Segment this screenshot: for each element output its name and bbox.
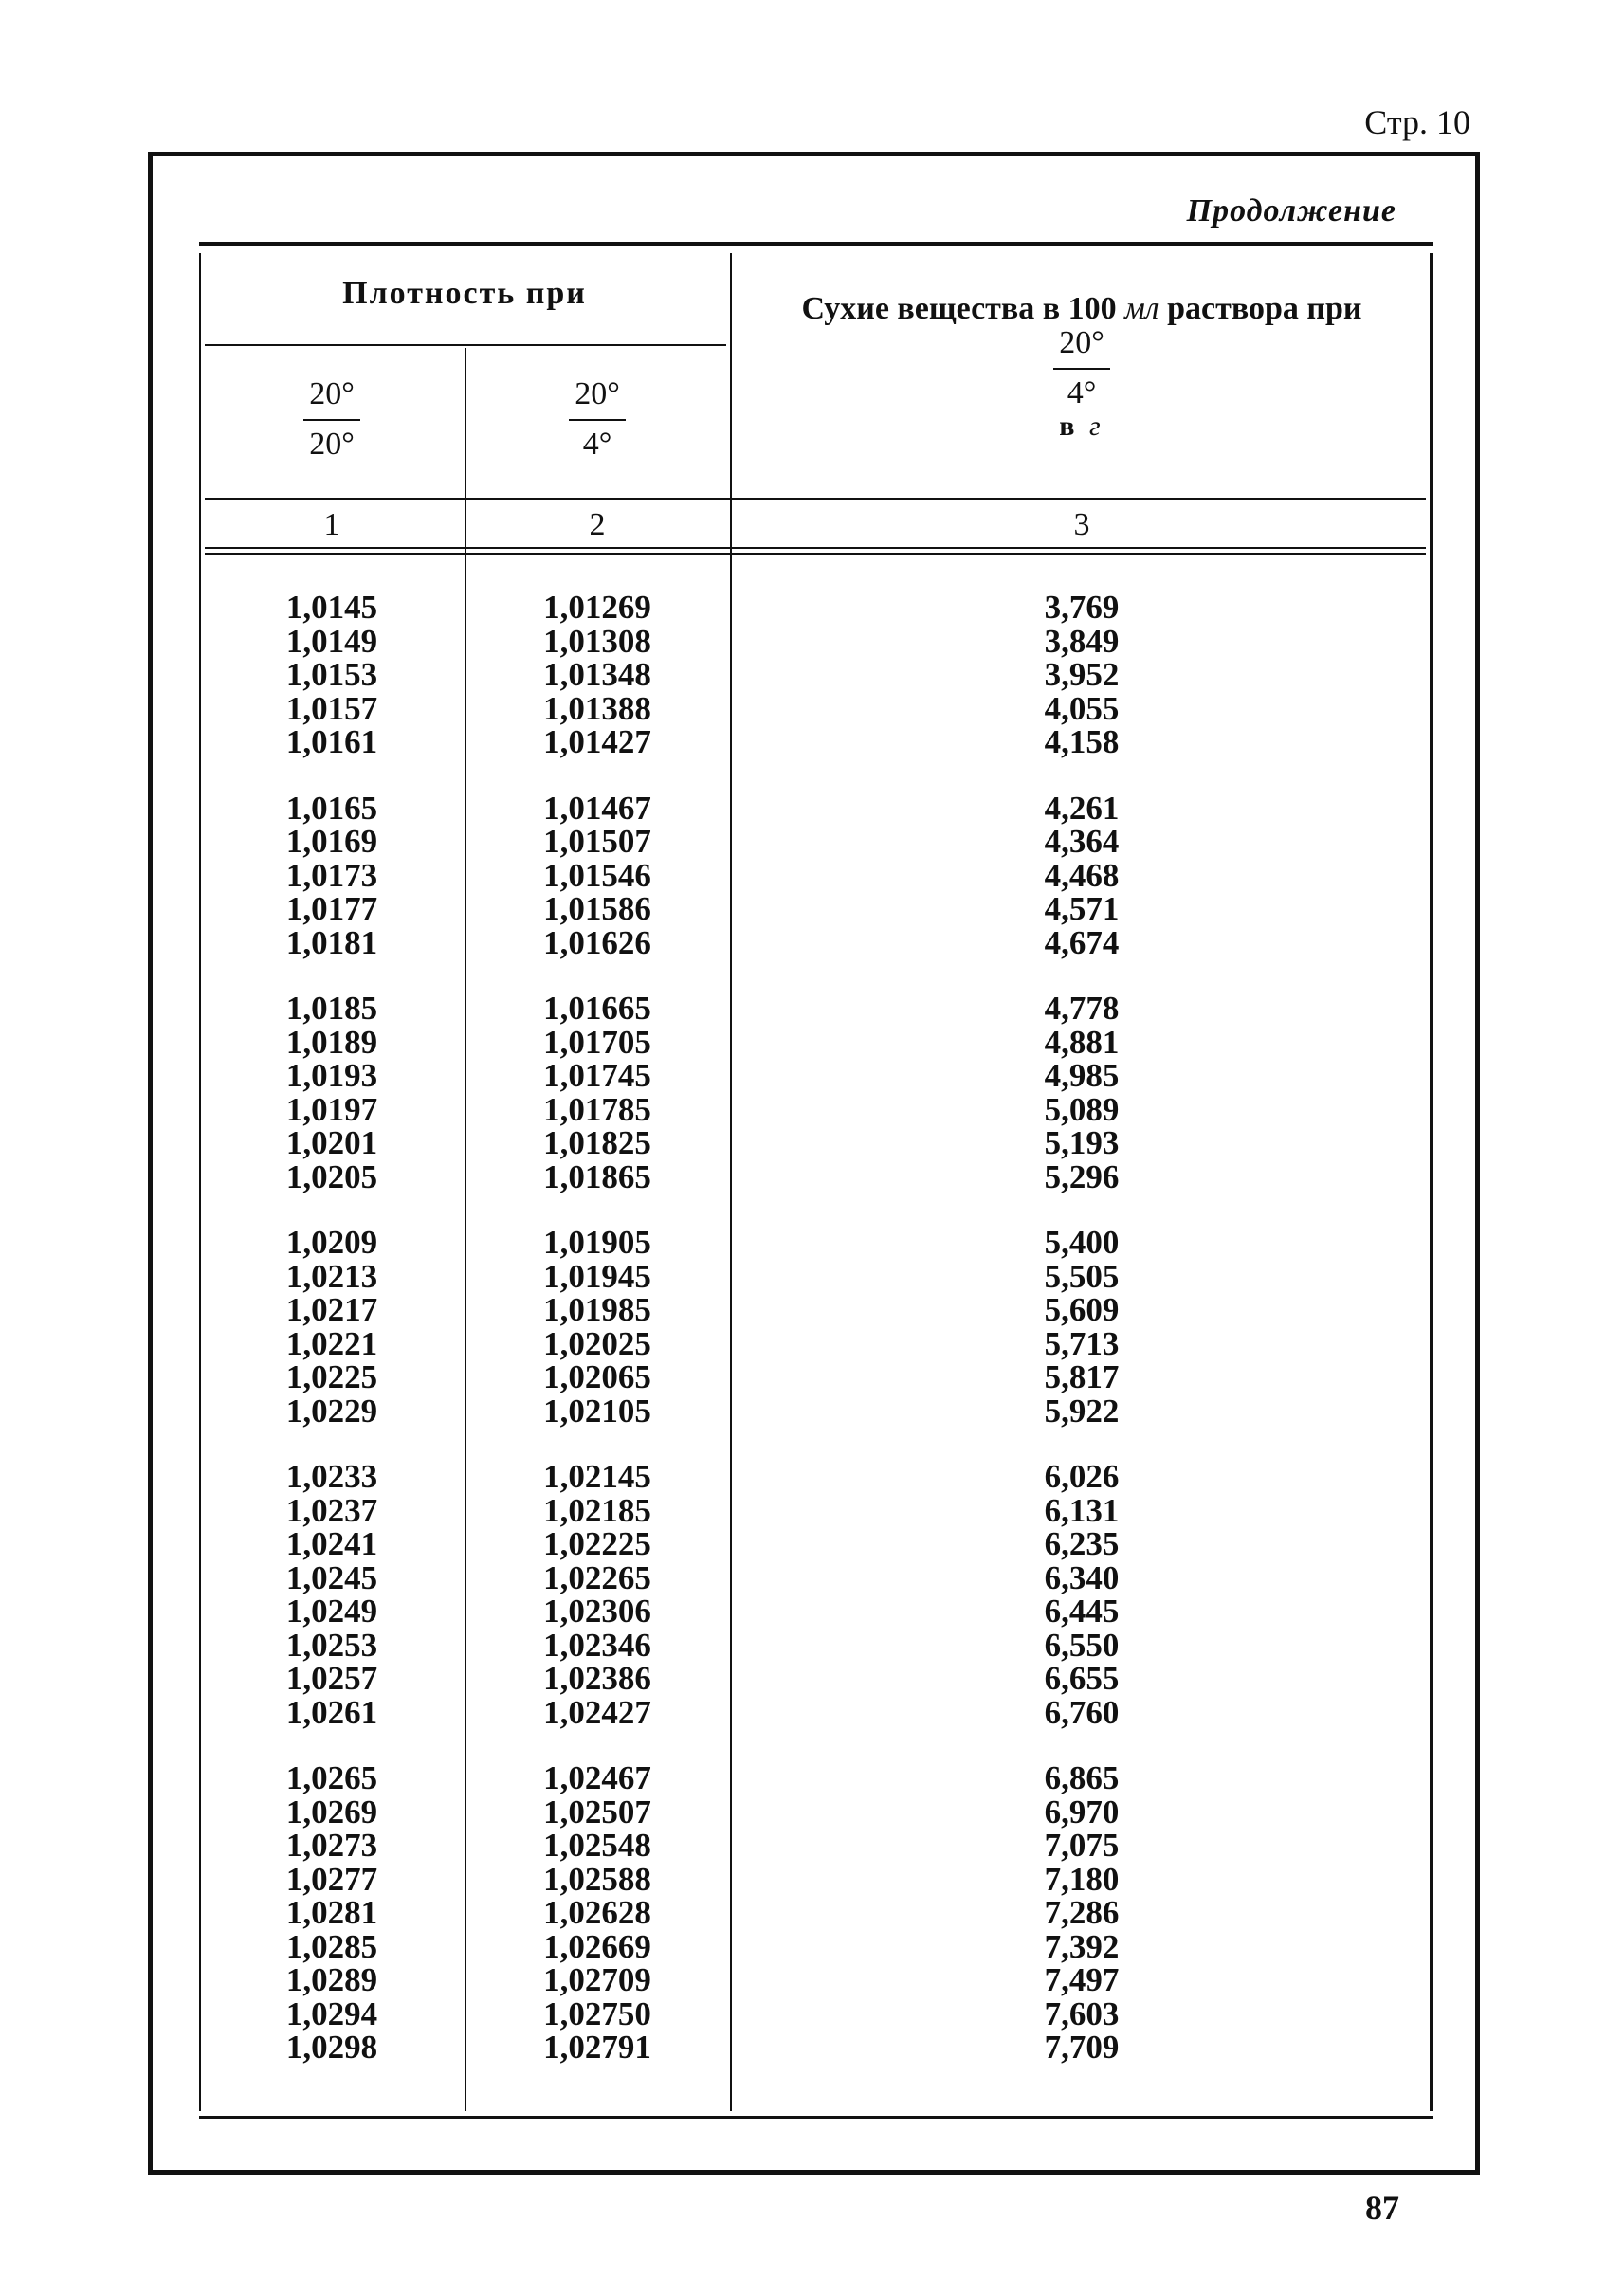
table-row (199, 992, 1433, 1026)
density-20-4-cell: 1,01905 (543, 1224, 651, 1261)
table-row (199, 1860, 1433, 1898)
dry-matter-cell: 7,497 (1044, 1961, 1120, 1998)
density-20-4-cell: 1,01467 (543, 789, 651, 827)
density-20-20-cell: 1,0237 (285, 1491, 378, 1529)
row-group (199, 1761, 1433, 2065)
density-table (199, 242, 1433, 2119)
density-20-4-cell: 1,02588 (543, 1860, 651, 1898)
dry-matter-cell: 5,089 (1044, 1090, 1120, 1128)
density-20-20-cell: 1,0181 (285, 923, 378, 961)
col2-denominator: 4° (582, 426, 612, 462)
density-20-4-cell: 1,01785 (543, 1090, 651, 1128)
col1-fraction (303, 374, 360, 464)
table-row (199, 1023, 1433, 1061)
density-20-20-cell: 1,0197 (285, 1090, 378, 1128)
density-20-4-cell: 1,02467 (543, 1759, 651, 1796)
table-bottom-rule (199, 2116, 1433, 2119)
density-20-20-cell: 1,0173 (285, 856, 378, 894)
col3-title: Сухие вещества в 100 (801, 291, 1117, 326)
dry-matter-cell: 4,261 (1044, 789, 1120, 827)
row-group (199, 591, 1433, 759)
dry-matter-cell: 4,364 (1044, 823, 1120, 860)
density-20-4-cell: 1,01945 (543, 1257, 651, 1295)
dry-matter-cell: 4,985 (1044, 1057, 1120, 1094)
density-20-20-cell: 1,0213 (285, 1257, 378, 1295)
table-row (199, 1558, 1433, 1596)
density-20-20-cell: 1,0253 (285, 1626, 378, 1664)
col-number-1: 1 (323, 507, 340, 542)
density-20-20-cell: 1,0289 (285, 1961, 378, 1998)
density-20-20-cell: 1,0185 (285, 990, 378, 1027)
density-20-4-cell: 1,01308 (543, 622, 651, 660)
density-20-4-cell: 1,02265 (543, 1558, 651, 1596)
dry-matter-cell: 4,468 (1044, 856, 1120, 894)
density-20-4-cell: 1,02507 (543, 1793, 651, 1831)
density-20-20-cell: 1,0205 (285, 1157, 378, 1195)
dry-matter-cell: 6,550 (1044, 1626, 1120, 1664)
dry-matter-cell: 7,392 (1044, 1927, 1120, 1965)
col3-unit (730, 410, 1433, 443)
density-20-20-cell: 1,0298 (285, 2029, 378, 2066)
dry-matter-cell: 4,055 (1044, 689, 1120, 727)
dry-matter-cell: 4,881 (1044, 1023, 1120, 1061)
table-row (199, 1963, 1433, 1997)
density-20-20-cell: 1,0157 (285, 689, 378, 727)
col3-unit-prefix: в (1059, 410, 1079, 442)
table-row (199, 1594, 1433, 1629)
dry-matter-cell: 5,400 (1044, 1224, 1120, 1261)
table-row (199, 1626, 1433, 1664)
dry-matter-cell: 3,769 (1044, 589, 1120, 626)
density-20-4-cell: 1,02225 (543, 1525, 651, 1562)
table-row (199, 1257, 1433, 1295)
dry-matter-cell: 4,778 (1044, 990, 1120, 1027)
density-20-20-cell: 1,0241 (285, 1525, 378, 1562)
table-row (199, 789, 1433, 827)
dry-matter-cell: 6,131 (1044, 1491, 1120, 1529)
col3-title-unit: мл (1124, 291, 1159, 326)
density-20-4-cell: 1,02025 (543, 1324, 651, 1362)
dry-matter-cell: 5,817 (1044, 1358, 1120, 1395)
density-20-4-cell: 1,02105 (543, 1392, 651, 1430)
density-20-4-cell: 1,02548 (543, 1827, 651, 1864)
density-20-4-cell: 1,01985 (543, 1291, 651, 1328)
density-20-4-cell: 1,02709 (543, 1961, 651, 1998)
density-20-20-cell: 1,0169 (285, 823, 378, 860)
density-20-4-cell: 1,01825 (543, 1124, 651, 1161)
dry-matter-cell: 7,709 (1044, 2029, 1120, 2066)
density-20-4-cell: 1,01388 (543, 689, 651, 727)
table-row (199, 1927, 1433, 1965)
density-group-header: Плотность при (342, 276, 587, 311)
density-20-4-cell: 1,01348 (543, 656, 651, 693)
density-20-4-cell: 1,02145 (543, 1458, 651, 1495)
dry-matter-cell: 5,505 (1044, 1257, 1120, 1295)
dry-matter-cell: 7,603 (1044, 1994, 1120, 2032)
col3-numerator: 20° (1053, 323, 1110, 370)
dry-matter-cell: 7,286 (1044, 1894, 1120, 1931)
table-row (199, 1324, 1433, 1362)
density-20-20-cell: 1,0165 (285, 789, 378, 827)
table-row (199, 622, 1433, 660)
dry-matter-cell: 5,922 (1044, 1392, 1120, 1430)
density-20-20-cell: 1,0294 (285, 1994, 378, 2032)
table-row (199, 892, 1433, 926)
table-row (199, 1527, 1433, 1561)
density-20-4-cell: 1,01507 (543, 823, 651, 860)
density-20-4-cell: 1,02306 (543, 1593, 651, 1630)
density-20-20-cell: 1,0281 (285, 1894, 378, 1931)
density-20-4-cell: 1,02427 (543, 1693, 651, 1731)
table-row (199, 2031, 1433, 2065)
continuation-label: Продолжение (1186, 193, 1396, 228)
col3-title-rest: раствора при (1167, 291, 1362, 326)
density-20-20-cell: 1,0217 (285, 1291, 378, 1328)
table-row (199, 1491, 1433, 1529)
density-20-4-cell: 1,02750 (543, 1994, 651, 2032)
table-row (199, 658, 1433, 692)
density-20-20-cell: 1,0193 (285, 1057, 378, 1094)
density-20-20-cell: 1,0177 (285, 890, 378, 927)
density-20-4-cell: 1,01665 (543, 990, 651, 1027)
table-row (199, 1693, 1433, 1731)
dry-matter-cell: 7,180 (1044, 1860, 1120, 1898)
density-20-4-cell: 1,01427 (543, 723, 651, 760)
density-20-4-cell: 1,02791 (543, 2029, 651, 2066)
density-20-20-cell: 1,0145 (285, 589, 378, 626)
density-20-4-cell: 1,02065 (543, 1358, 651, 1395)
col1-numerator: 20° (303, 374, 360, 421)
table-row (199, 1761, 1433, 1795)
density-20-4-cell: 1,02185 (543, 1491, 651, 1529)
density-20-20-cell: 1,0209 (285, 1224, 378, 1261)
dry-matter-cell: 4,158 (1044, 723, 1120, 760)
density-20-20-cell: 1,0245 (285, 1558, 378, 1596)
table-row (199, 1994, 1433, 2032)
dry-matter-cell: 6,235 (1044, 1525, 1120, 1562)
dry-matter-cell: 5,296 (1044, 1157, 1120, 1195)
table-row (199, 1360, 1433, 1394)
density-20-4-cell: 1,01626 (543, 923, 651, 961)
header-rule (205, 498, 1426, 500)
density-20-20-cell: 1,0189 (285, 1023, 378, 1061)
density-20-4-cell: 1,01705 (543, 1023, 651, 1061)
dry-matter-cell: 6,340 (1044, 1558, 1120, 1596)
density-20-20-cell: 1,0149 (285, 622, 378, 660)
col1-denominator: 20° (309, 426, 355, 462)
col-number-3: 3 (1073, 507, 1090, 542)
table-row (199, 1795, 1433, 1830)
table-row (199, 856, 1433, 894)
row-group (199, 992, 1433, 1193)
dry-matter-cell: 7,075 (1044, 1827, 1120, 1864)
density-20-20-cell: 1,0233 (285, 1458, 378, 1495)
density-20-20-cell: 1,0221 (285, 1324, 378, 1362)
dry-matter-cell: 3,849 (1044, 622, 1120, 660)
dry-matter-cell: 6,026 (1044, 1458, 1120, 1495)
density-20-4-cell: 1,02346 (543, 1626, 651, 1664)
dry-matter-cell: 5,193 (1044, 1124, 1120, 1161)
col3-unit-symbol: г (1088, 410, 1104, 442)
row-group (199, 1460, 1433, 1729)
dry-matter-cell: 6,760 (1044, 1693, 1120, 1731)
col3-fraction (1053, 323, 1110, 413)
density-20-4-cell: 1,01865 (543, 1157, 651, 1195)
density-20-20-cell: 1,0153 (285, 656, 378, 693)
col2-numerator: 20° (569, 374, 626, 421)
col1-header (199, 374, 465, 464)
column-number-rule-2 (205, 553, 1426, 555)
table-row (199, 1090, 1433, 1128)
table-row (199, 1293, 1433, 1327)
density-20-20-cell: 1,0265 (285, 1759, 378, 1796)
table-top-rule (199, 242, 1433, 246)
col3-denominator: 4° (1067, 374, 1097, 410)
density-20-20-cell: 1,0225 (285, 1358, 378, 1395)
table-row (199, 1059, 1433, 1093)
table-row (199, 1394, 1433, 1429)
density-20-4-cell: 1,01745 (543, 1057, 651, 1094)
density-20-20-cell: 1,0161 (285, 723, 378, 760)
col3-temperature (730, 323, 1433, 413)
density-20-20-cell: 1,0273 (285, 1827, 378, 1864)
group-header-rule (205, 344, 726, 346)
dry-matter-cell: 3,952 (1044, 656, 1120, 693)
density-20-20-cell: 1,0285 (285, 1927, 378, 1965)
table-body (199, 591, 1433, 2097)
table-row (199, 689, 1433, 727)
table-row (199, 725, 1433, 759)
density-20-4-cell: 1,02628 (543, 1894, 651, 1931)
table-row (199, 1226, 1433, 1260)
density-20-4-cell: 1,02386 (543, 1660, 651, 1697)
table-row (199, 923, 1433, 961)
dry-matter-cell: 6,445 (1044, 1593, 1120, 1630)
table-row (199, 1896, 1433, 1930)
density-20-20-cell: 1,0229 (285, 1392, 378, 1430)
density-20-20-cell: 1,0261 (285, 1693, 378, 1731)
table-row (199, 591, 1433, 625)
table-row (199, 1662, 1433, 1696)
col2-header (465, 374, 730, 464)
dry-matter-cell: 6,865 (1044, 1759, 1120, 1796)
density-20-20-cell: 1,0201 (285, 1124, 378, 1161)
col2-fraction (569, 374, 626, 464)
page-number: 87 (1365, 2189, 1399, 2227)
dry-matter-cell: 6,970 (1044, 1793, 1120, 1831)
column-number-rule-1 (205, 547, 1426, 549)
row-group (199, 1226, 1433, 1428)
page-label: Стр. 10 (1364, 103, 1470, 141)
dry-matter-cell: 5,609 (1044, 1291, 1120, 1328)
col3-header (730, 291, 1433, 326)
dry-matter-cell: 6,655 (1044, 1660, 1120, 1697)
col-number-2: 2 (589, 507, 606, 542)
density-20-20-cell: 1,0277 (285, 1860, 378, 1898)
density-20-4-cell: 1,02669 (543, 1927, 651, 1965)
dry-matter-cell: 4,674 (1044, 923, 1120, 961)
density-20-20-cell: 1,0249 (285, 1593, 378, 1630)
density-20-4-cell: 1,01269 (543, 589, 651, 626)
density-20-4-cell: 1,01586 (543, 890, 651, 927)
table-row (199, 1829, 1433, 1863)
table-row (199, 825, 1433, 859)
row-group (199, 789, 1433, 961)
table-row (199, 1126, 1433, 1160)
density-20-20-cell: 1,0269 (285, 1793, 378, 1831)
dry-matter-cell: 5,713 (1044, 1324, 1120, 1362)
density-20-20-cell: 1,0257 (285, 1660, 378, 1697)
table-row (199, 1460, 1433, 1494)
table-row (199, 1157, 1433, 1195)
dry-matter-cell: 4,571 (1044, 890, 1120, 927)
density-20-4-cell: 1,01546 (543, 856, 651, 894)
